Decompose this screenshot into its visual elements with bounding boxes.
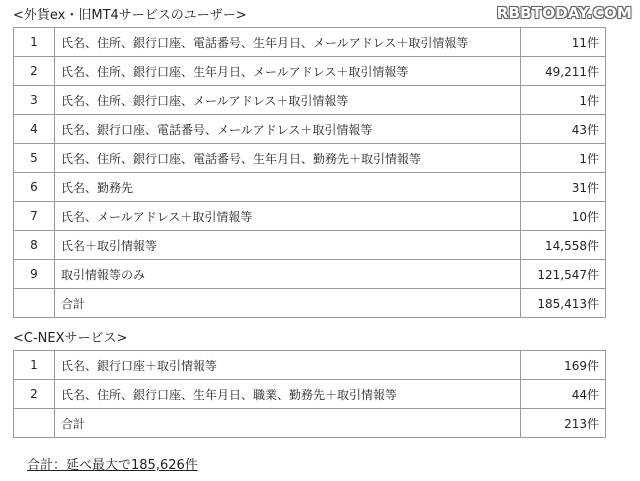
table-row <box>14 86 606 115</box>
table-row <box>14 260 606 289</box>
row-number: 5 <box>14 144 55 173</box>
table-c-nex-users <box>13 350 606 438</box>
row-description: 氏名、住所、銀行口座、生年月日、メールアドレス＋取引情報等 <box>55 57 521 86</box>
row-description: 氏名、住所、銀行口座、メールアドレス＋取引情報等 <box>55 86 521 115</box>
table-row <box>14 380 606 409</box>
row-number: 9 <box>14 260 55 289</box>
row-number: 8 <box>14 231 55 260</box>
table-total-row <box>14 409 606 438</box>
table-row <box>14 57 606 86</box>
row-number <box>14 289 55 318</box>
row-description: 合計 <box>55 289 521 318</box>
table-row <box>14 351 606 380</box>
table-total-row <box>14 289 606 318</box>
row-description: 氏名＋取引情報等 <box>55 231 521 260</box>
table-row <box>14 202 606 231</box>
row-number <box>14 409 55 438</box>
row-count: 1件 <box>521 86 606 115</box>
row-number: 6 <box>14 173 55 202</box>
watermark-logo: RBBTODAY.COM <box>496 4 632 22</box>
row-count: 14,558件 <box>521 231 606 260</box>
row-number: 7 <box>14 202 55 231</box>
grand-total-note: 合計：延べ最大で185,626件 <box>27 458 198 473</box>
row-description: 氏名、住所、銀行口座、電話番号、生年月日、勤務先＋取引情報等 <box>55 144 521 173</box>
row-count: 213件 <box>521 409 606 438</box>
row-number: 1 <box>14 28 55 57</box>
table-row <box>14 231 606 260</box>
row-number: 1 <box>14 351 55 380</box>
row-description: 氏名、住所、銀行口座、電話番号、生年月日、メールアドレス＋取引情報等 <box>55 28 521 57</box>
table-row <box>14 28 606 57</box>
section-title-c-nex: <C-NEXサービス> <box>13 331 128 346</box>
table-row <box>14 144 606 173</box>
row-count: 1件 <box>521 144 606 173</box>
row-count: 11件 <box>521 28 606 57</box>
row-description: 氏名、メールアドレス＋取引情報等 <box>55 202 521 231</box>
row-count: 121,547件 <box>521 260 606 289</box>
row-description: 氏名、勤務先 <box>55 173 521 202</box>
row-number: 3 <box>14 86 55 115</box>
table-row <box>14 115 606 144</box>
row-count: 169件 <box>521 351 606 380</box>
row-count: 10件 <box>521 202 606 231</box>
row-description: 氏名、住所、銀行口座、生年月日、職業、勤務先＋取引情報等 <box>55 380 521 409</box>
row-number: 4 <box>14 115 55 144</box>
row-description: 取引情報等のみ <box>55 260 521 289</box>
row-count: 49,211件 <box>521 57 606 86</box>
row-count: 31件 <box>521 173 606 202</box>
table-gaika-ex-users <box>13 27 606 318</box>
row-count: 185,413件 <box>521 289 606 318</box>
table-row <box>14 173 606 202</box>
row-count: 43件 <box>521 115 606 144</box>
row-count: 44件 <box>521 380 606 409</box>
row-number: 2 <box>14 57 55 86</box>
row-number: 2 <box>14 380 55 409</box>
row-description: 氏名、銀行口座、電話番号、メールアドレス＋取引情報等 <box>55 115 521 144</box>
row-description: 氏名、銀行口座＋取引情報等 <box>55 351 521 380</box>
section-title-gaika-ex: <外貨ex・旧MT4サービスのユーザー> <box>13 8 247 23</box>
row-description: 合計 <box>55 409 521 438</box>
